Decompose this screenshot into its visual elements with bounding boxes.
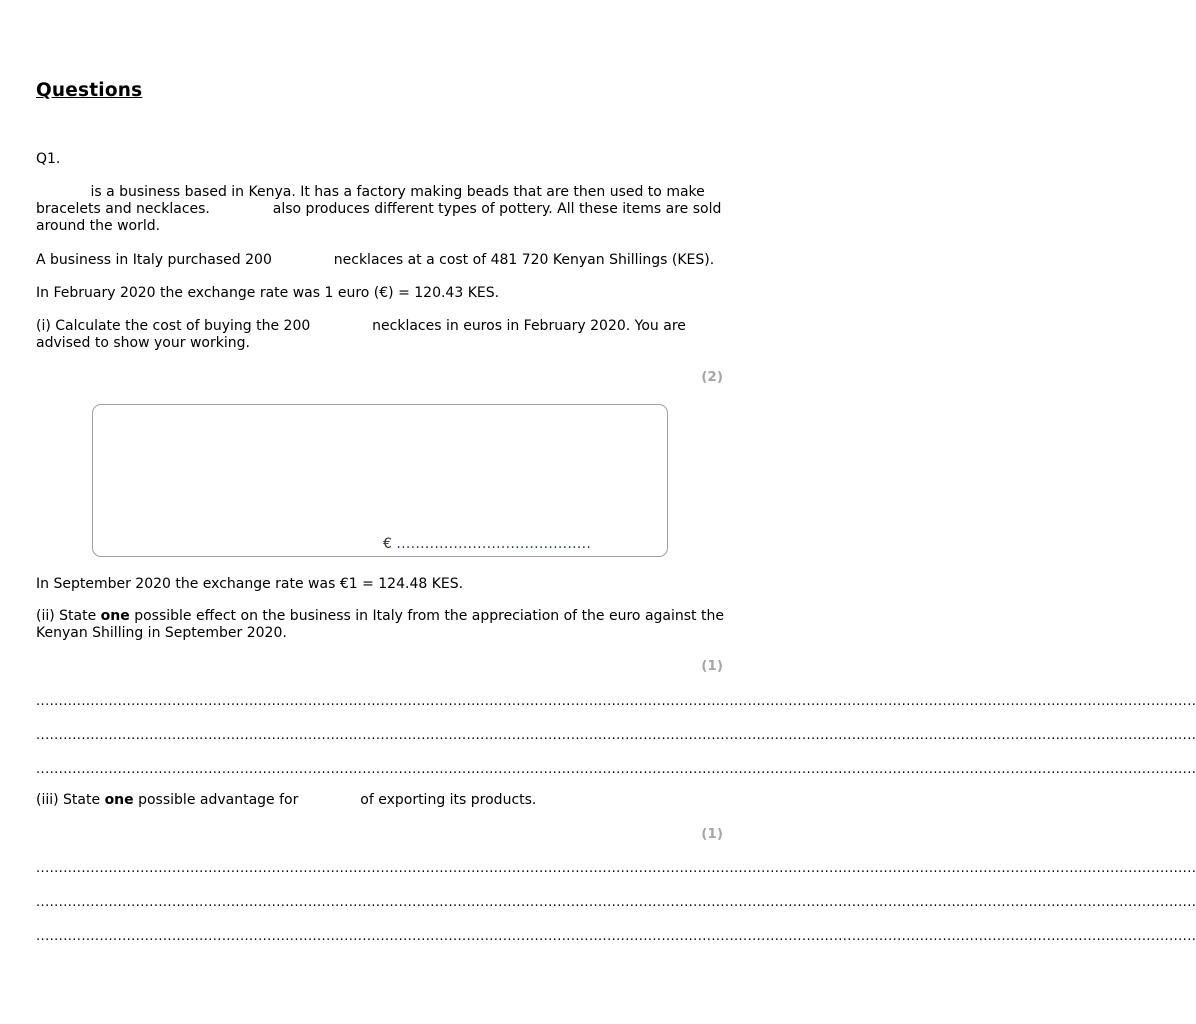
answer-line-iii-2[interactable]: ................................................................................................................................................................................................................................................................ [36,895,1196,910]
question-ii-suffix: possible effect on the business in Italy from the appreciation of the euro against the Kenyan Shilling in September 2020. [36,608,724,641]
exchange-rate-sep: In September 2020 the exchange rate was €1 = 124.48 KES. [36,576,464,592]
question-i [36,318,728,352]
purchase-text-a: A business in Italy purchased 200 [36,252,272,268]
euro-symbol: € [383,536,392,552]
question-ii-emphasis: one [100,608,130,624]
question-ii [36,608,728,642]
answer-line-ii-3[interactable]: ................................................................................................................................................................................................................................................................ [36,762,1196,777]
answer-box-i[interactable] [92,404,668,557]
intro-paragraph [36,184,728,235]
question-number: Q1. [36,151,61,167]
question-iii-middle: possible advantage for [138,792,299,808]
answer-line-ii-2[interactable]: ................................................................................................................................................................................................................................................................ [36,728,1196,743]
marks-label-ii: (1) [701,658,723,674]
euro-answer-line[interactable] [383,536,591,553]
marks-label-iii: (1) [701,826,723,842]
question-iii [36,792,728,809]
answer-line-ii-1[interactable]: ................................................................................................................................................................................................................................................................ [36,694,1196,709]
question-i-text-a: (i) Calculate the cost of buying the 200 [36,318,311,334]
intro-text-a: is a business based in Kenya. It has a factory making beads that are then used to make bracelets and necklaces. [36,184,705,217]
purchase-paragraph [36,252,728,269]
euro-answer-dots: ......................................... [396,536,592,552]
answer-line-iii-1[interactable]: ................................................................................................................................................................................................................................................................ [36,861,1196,876]
exchange-rate-feb: In February 2020 the exchange rate was 1 euro (€) = 120.43 KES. [36,285,500,301]
question-iii-suffix: of exporting its products. [360,792,537,808]
question-iii-emphasis: one [104,792,134,808]
answer-line-iii-3[interactable]: ................................................................................................................................................................................................................................................................ [36,929,1196,944]
question-i-text-b: necklaces in euros in February 2020. You are advised to show your working. [36,318,686,351]
purchase-text-b: necklaces at a cost of 481 720 Kenyan Shillings (KES). [333,252,715,268]
question-ii-prefix: (ii) State [36,608,97,624]
marks-label-i: (2) [701,369,723,385]
intro-text-b: also produces different types of pottery. All these items are sold around the world. [36,201,722,234]
question-iii-prefix: (iii) State [36,792,101,808]
page-heading: Questions [36,80,143,101]
